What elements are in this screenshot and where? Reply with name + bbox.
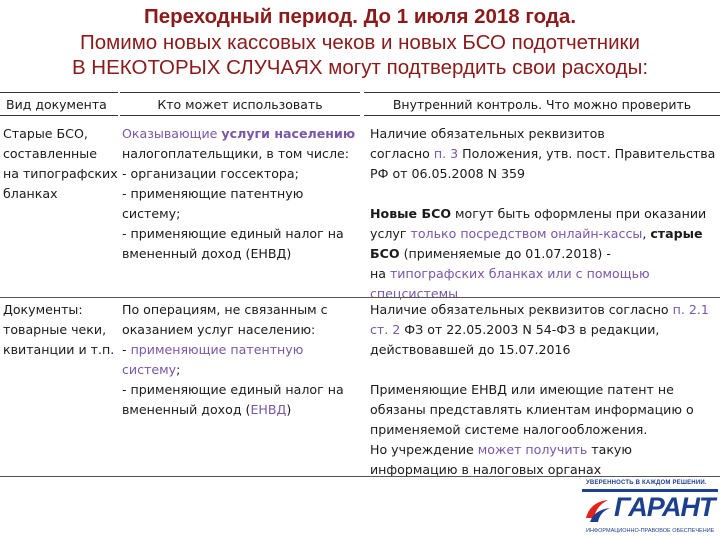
row1-doc-line: составленные xyxy=(3,146,97,161)
row2-who-line: По операциям, не связанным с xyxy=(122,302,328,317)
row2-doc-line: квитанции и т.п. xyxy=(3,342,115,357)
row1-who-line: - применяющие единый налог на xyxy=(122,226,344,241)
row2-control-line: информацию в налоговых органах xyxy=(370,462,602,477)
row1-who-line xyxy=(122,124,358,144)
logo-tagline: УВЕРЕННОСТЬ В КАЖДОМ РЕШЕНИИ. xyxy=(586,480,707,486)
row2-doc-line: Документы: xyxy=(3,302,83,317)
header-internal-control: Внутренний контроль. Что можно проверить xyxy=(364,92,720,116)
title-line-2: Помимо новых кассовых чеков и новых БСО подотчетники xyxy=(80,31,640,54)
header-who-can-use: Кто может использовать xyxy=(120,92,360,116)
title-line-3: В НЕКОТОРЫХ СЛУЧАЯХ могут подтвердить свои расходы: xyxy=(71,56,649,79)
row1-who-cell xyxy=(122,124,358,264)
row2-who-line: - применяющие единый налог на xyxy=(122,382,344,397)
row2-control-line: Наличие обязательных реквизитов согласно п. 2.1 xyxy=(370,302,709,317)
link-patent-system[interactable]: систему xyxy=(122,362,177,377)
link-online-kassa[interactable]: только посредством онлайн-кассы xyxy=(410,226,643,241)
row1-who-line: вмененный доход (ЕНВД) xyxy=(122,246,292,261)
row1-who-line: налогоплательщики, в том числе: xyxy=(122,146,349,161)
logo-brand: ГАРАНТ xyxy=(614,492,715,522)
row2-control-line: Применяющие ЕНВД или имеющие патент не xyxy=(370,382,674,397)
row2-who-cell xyxy=(122,300,358,420)
row2-who-line: вмененный доход (ЕНВД) xyxy=(122,402,292,417)
link-can-obtain[interactable]: может получить xyxy=(477,442,588,457)
row1-control-line: согласно п. 3 Положения, утв. пост. Правительства xyxy=(370,146,716,161)
link-envd[interactable]: ЕНВД xyxy=(250,402,287,417)
row2-control-line: применяемой системе налогообложения. xyxy=(370,422,648,437)
row2-who-line: - применяющие патентную xyxy=(122,342,304,357)
link-patent-users[interactable]: применяющие патентную xyxy=(130,342,304,357)
title-line-1: Переходный период. До 1 июля 2018 года. xyxy=(143,5,577,28)
row1-who-line: - применяющие патентную xyxy=(122,186,304,201)
row2-control-line: Но учреждение может получить такую xyxy=(370,442,632,457)
row1-who-line: - организации госсектора; xyxy=(122,166,299,181)
row1-control-line: БСО (применяемые до 01.07.2018) - xyxy=(370,246,611,261)
link-providers[interactable]: Оказывающие xyxy=(122,126,222,141)
row1-doc-line: на типографских xyxy=(3,166,118,181)
link-p3[interactable]: п. 3 xyxy=(433,146,459,161)
logo-subtitle: ИНФОРМАЦИОННО-ПРАВОВОЕ ОБЕСПЕЧЕНИЕ xyxy=(586,528,715,534)
row1-control-line: услуг только посредством онлайн-кассы, старые xyxy=(370,226,703,241)
link-typographic-blanks[interactable]: типографских бланках или с помощью xyxy=(389,266,650,281)
header-doc-type: Вид документа xyxy=(0,92,118,116)
link-services-public[interactable]: услуги населению xyxy=(221,126,356,141)
row1-control-cell xyxy=(370,124,718,304)
link-st2[interactable]: ст. 2 xyxy=(370,322,401,337)
link-p21[interactable]: п. 2.1 xyxy=(672,302,709,317)
row2-control-line: ст. 2 ФЗ от 22.05.2003 N 54-ФЗ в редакции, xyxy=(370,322,660,337)
row2-doc-line: товарные чеки, xyxy=(3,322,107,337)
row1-doc-line: Старые БСО, xyxy=(3,126,88,141)
row1-doc-cell xyxy=(3,124,121,204)
table-bottom-border xyxy=(0,476,720,477)
row1-control-line: Новые БСО могут быть оформлены при оказании xyxy=(370,206,707,221)
row-divider xyxy=(0,297,720,298)
row2-doc-cell xyxy=(3,300,121,360)
row1-control-line: Наличие обязательных реквизитов xyxy=(370,126,605,141)
row2-who-line: систему; xyxy=(122,362,181,377)
link-special-system[interactable]: спецсистемы xyxy=(370,286,459,301)
row2-control-line: обязаны представлять клиентам информацию о xyxy=(370,402,694,417)
row1-who-line: систему; xyxy=(122,206,181,221)
garant-logo xyxy=(578,478,720,540)
row2-who-line: оказанием услуг населению: xyxy=(122,322,316,337)
row2-control-cell xyxy=(370,300,718,480)
garant-mark-icon xyxy=(584,496,612,524)
row1-doc-line: бланках xyxy=(3,186,58,201)
row2-control-line: действовавшей до 15.07.2016 xyxy=(370,342,571,357)
row1-control-line: на типографских бланках или с помощью xyxy=(370,266,650,281)
row1-control-line: РФ от 06.05.2008 N 359 xyxy=(370,166,526,181)
slide-title xyxy=(0,4,720,80)
